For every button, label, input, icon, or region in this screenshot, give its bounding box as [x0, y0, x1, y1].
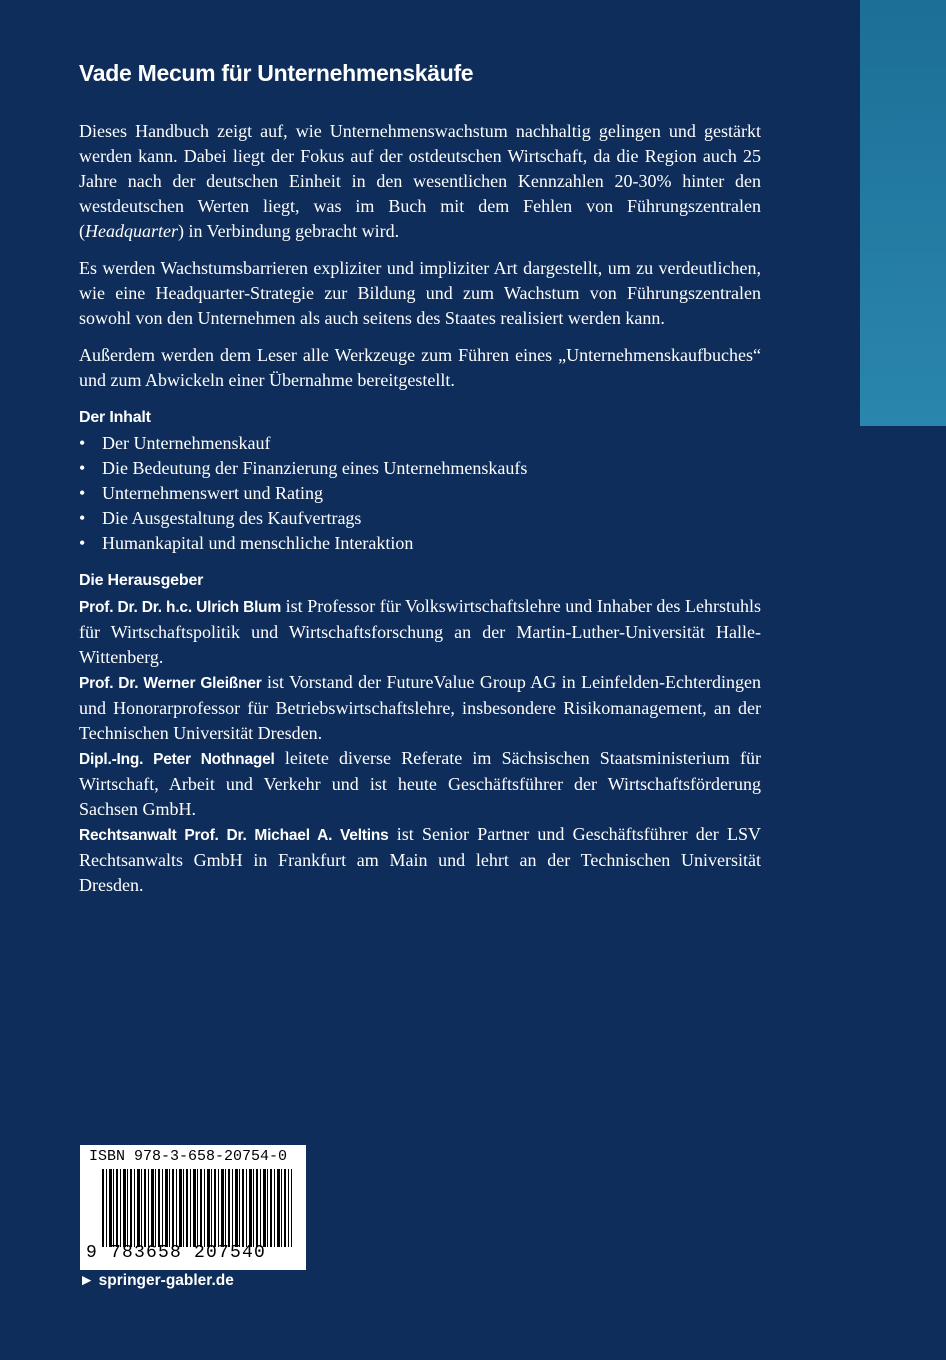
contents-list: [79, 431, 761, 556]
list-item: • Die Ausgestaltung des Kaufvertrags: [79, 506, 761, 531]
publisher-website[interactable]: ► springer-gabler.de: [79, 1272, 234, 1289]
editor-bio: Dipl.-Ing. Peter Nothnagel leitete diverse Referate im Sächsischen Staatsministerium für Wirtschaft, Arbeit und Verkehr und ist heute Geschäftsführer der Wirtschaftsförderung Sachsen GmbH.: [79, 748, 761, 819]
list-item: • Unternehmenswert und Rating: [79, 481, 761, 506]
back-cover-text: [79, 60, 761, 898]
contents-heading: Der Inhalt: [79, 409, 151, 426]
isbn-number: ISBN 978-3-658-20754-0: [89, 1148, 288, 1165]
editor-bio: Prof. Dr. Dr. h.c. Ulrich Blum ist Professor für Volkswirtschaftslehre und Inhaber des Lehrstuhls für Wirtschaftspolitik und Wirtschaftsforschung an der Martin-Luther-Universität Halle-Wittenberg.: [79, 596, 762, 667]
intro-paragraph: Dieses Handbuch zeigt auf, wie Unternehmenswachstum nachhaltig gelingen und gestärkt werden kann. Dabei liegt der Fokus auf der ostdeutschen Wirtschaft, da die Region auch 25 Jahre nach der deutschen Einheit in den wesentlichen Kennzahlen 20-30% hinter den westdeutschen Werten liegt, was im Buch mit dem Fehlen von Führungszentralen (Headquarter) in Verbindung gebracht wird.: [79, 121, 761, 241]
list-item: • Die Bedeutung der Finanzierung eines Unternehmenskaufs: [79, 456, 761, 481]
isbn-barcode: [80, 1145, 306, 1270]
editor-bio: Rechtsanwalt Prof. Dr. Michael A. Veltins ist Senior Partner und Geschäftsführer der LSV Rechtsanwalts GmbH in Frankfurt am Main und lehrt an der Technischen Universität Dresden.: [79, 824, 761, 895]
list-item: • Humankapital und menschliche Interaktion: [79, 531, 761, 556]
book-title: Vade Mecum für Unternehmenskäufe: [79, 60, 474, 86]
editor-bio: Prof. Dr. Werner Gleißner ist Vorstand der FutureValue Group AG in Leinfelden-Echterdingen und Honorarprofessor für Betriebswirtschaftslehre, insbesondere Risikomanagement, an der Technischen Universität Dresden.: [79, 672, 761, 743]
accent-band: [860, 0, 946, 426]
editors-heading: Die Herausgeber: [79, 572, 204, 589]
tools-paragraph: Außerdem werden dem Leser alle Werkzeuge zum Führen eines „Unternehmenskaufbuches“ und zum Abwickeln einer Übernahme bereitgestellt.: [79, 345, 761, 390]
barcode-digits: 9 783658 207540: [86, 1243, 267, 1263]
strategy-paragraph: Es werden Wachstumsbarrieren expliziter und impliziter Art dargestellt, um zu verdeutlichen, wie eine Headquarter-Strategie zur Bildung und zum Wachstum von Führungszentralen sowohl von den Unternehmen als auch seitens des Staates realisiert werden kann.: [79, 258, 761, 328]
barcode-bars: [102, 1169, 292, 1247]
list-item: • Der Unternehmenskauf: [79, 431, 761, 456]
